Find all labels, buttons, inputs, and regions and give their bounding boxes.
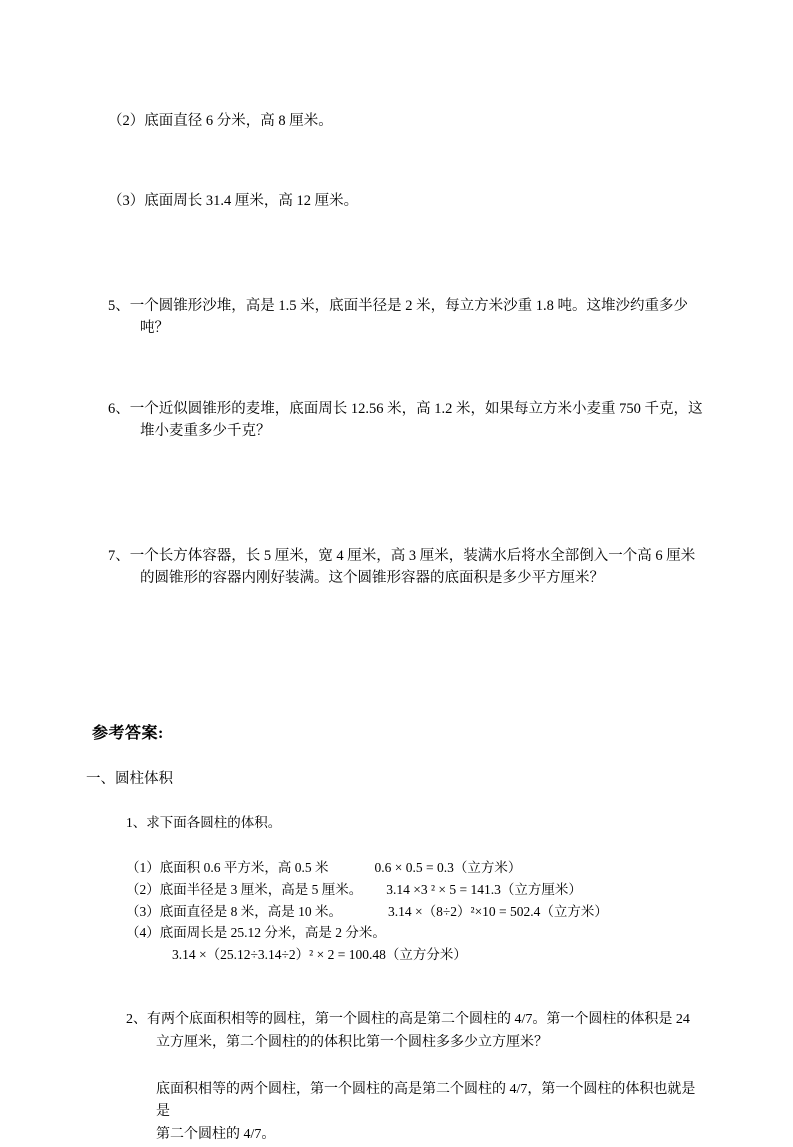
- item-work: 0.6 × 0.5 = 0.3（立方米）: [374, 860, 522, 876]
- question-item: [108, 190, 707, 212]
- question-text: 一个长方体容器，长 5 厘米，宽 4 厘米，高 3 厘米，装满水后将水全部倒入一个高 6 厘米的圆锥形的容器内刚好装满。这个圆锥形容器的底面积是多少平方厘米？: [129, 547, 696, 587]
- item-number: （1）: [126, 860, 160, 876]
- question-item: [108, 110, 707, 132]
- spacer: [86, 213, 707, 271]
- item-number: （4）: [126, 925, 160, 941]
- spacer: [86, 965, 707, 1009]
- spacer: [86, 788, 707, 812]
- question-item: [108, 545, 707, 590]
- spacer: [86, 1055, 707, 1079]
- answer-solution-line: 底面积相等的两个圆柱，第一个圆柱的高是第二个圆柱的 4/7，第一个圆柱的体积也就是是: [156, 1081, 696, 1120]
- spacer: [86, 501, 707, 545]
- spacer: [86, 271, 707, 295]
- answer-question-title: 1、求下面各圆柱的体积。: [126, 814, 282, 830]
- spacer: [86, 590, 707, 676]
- answers-title: 参考答案:: [92, 724, 164, 742]
- item-work: 3.14 ×3 ² × 5 = 141.3（立方厘米）: [386, 881, 582, 897]
- answer-line: [86, 901, 707, 923]
- section-heading: 一、圆柱体积: [86, 770, 173, 787]
- spacer: [86, 340, 707, 398]
- question-number: 7、: [108, 547, 130, 564]
- question-text: 底面周长 31.4 厘米，高 12 厘米。: [144, 193, 359, 210]
- item-text: 底面周长是 25.12 分米，高是 2 分米。: [159, 925, 386, 941]
- question-text: 一个圆锥形沙堆，高是 1.5 米，底面半径是 2 米，每立方米沙重 1.8 吨。这堆沙约重多少吨？: [129, 297, 688, 337]
- answer-line: [86, 922, 707, 944]
- answer-question-2: [126, 1009, 707, 1054]
- answer-line: [86, 857, 707, 879]
- spacer: [86, 132, 707, 190]
- question-text: 一个近似圆锥形的麦堆，底面周长 12.56 米，高 1.2 米，如果每立方米小麦重 750 千克，这堆小麦重多少千克？: [129, 400, 703, 440]
- item-text: 底面积 0.6 平方米，高 0.5 米: [159, 860, 329, 876]
- spacer: [86, 833, 707, 857]
- item-text: 底面半径是 3 厘米，高是 5 厘米。: [159, 881, 363, 897]
- spacer: [86, 676, 707, 720]
- spacer: [86, 743, 707, 767]
- question-number: 6、: [108, 400, 130, 417]
- question-number: （2）: [108, 113, 145, 129]
- item-number: 2、: [126, 1012, 147, 1028]
- answer-work-line: 3.14 ×（25.12÷3.14÷2）² × 2 = 100.48（立方分米）: [172, 946, 467, 962]
- answer-line: [86, 879, 707, 901]
- question-number: 5、: [108, 297, 130, 314]
- question-item: [108, 295, 707, 340]
- item-number: （2）: [126, 881, 160, 897]
- question-number: （3）: [108, 193, 145, 210]
- item-text: 有两个底面积相等的圆柱，第一个圆柱的高是第二个圆柱的 4/7。第一个圆柱的体积是 24 立方厘米，第二个圆柱的的体积比第一个圆柱多多少立方厘米？: [147, 1012, 690, 1050]
- item-text: 底面直径是 8 米，高是 10 米。: [159, 903, 342, 919]
- item-number: （3）: [126, 903, 160, 919]
- item-work: 3.14 ×（8÷2）²×10 = 502.4（立方米）: [388, 903, 608, 919]
- question-item: [108, 398, 707, 443]
- spacer: [86, 443, 707, 501]
- answer-solution-line: 第二个圆柱的 4/7。: [156, 1127, 276, 1142]
- question-text: 底面直径 6 分米，高 8 厘米。: [144, 113, 333, 129]
